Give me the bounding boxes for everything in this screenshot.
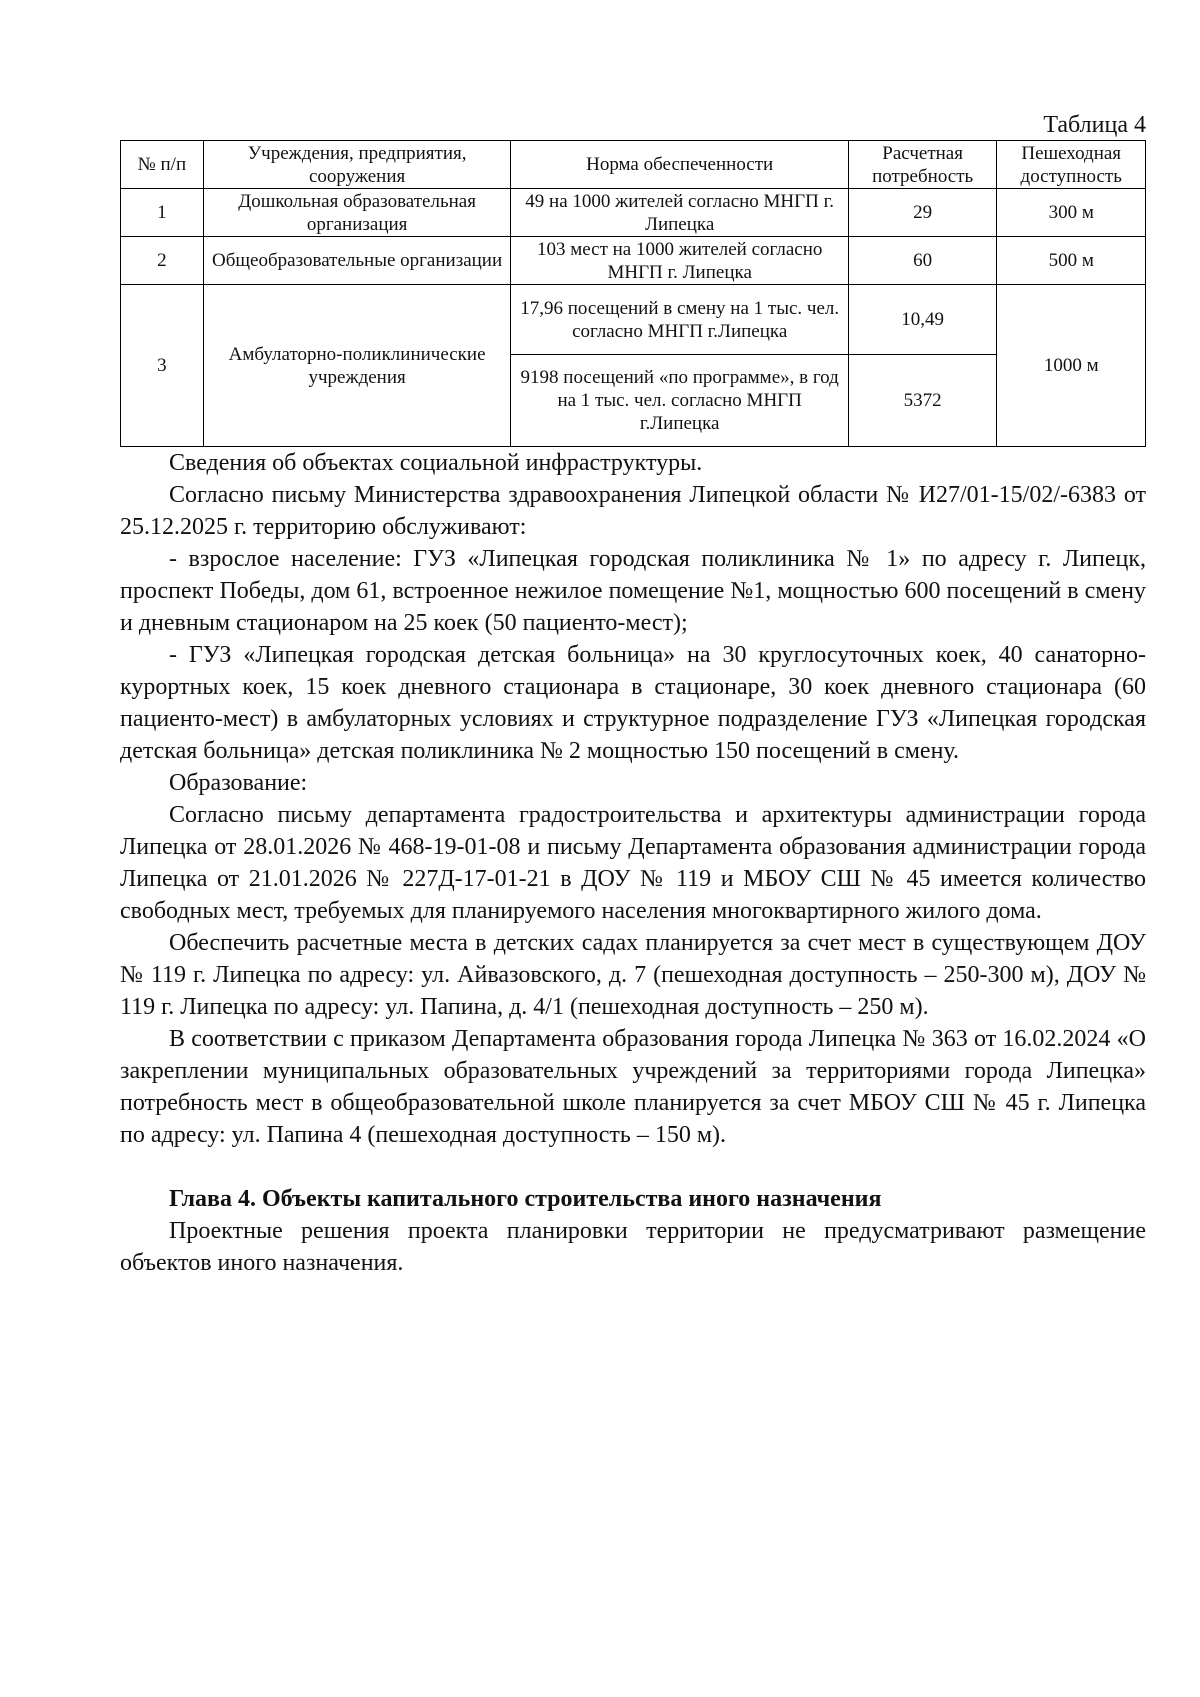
norms-table [120,140,1146,447]
row-need: 10,49 [848,285,997,355]
table-caption: Таблица 4 [1043,112,1146,138]
paragraph-education-heading: Образование: [169,770,308,796]
row-access: 1000 м [997,285,1146,447]
row-facility: Амбулаторно-поликлинические учреждения [203,285,511,447]
row-need: 29 [848,189,997,237]
header-facility: Учреждения, предприятия, сооружения [203,141,511,189]
body-text [120,447,1146,1279]
row-norm: 103 мест на 1000 жителей согласно МНГП г. Липецка [511,237,848,285]
row-access: 300 м [997,189,1146,237]
row-facility: Дошкольная образовательная организация [203,189,511,237]
chapter-title: Глава 4. Объекты капитального строительства иного назначения [169,1186,882,1212]
paragraph-kindergarten-places: Обеспечить расчетные места в детских садах планируется за счет мест в существующем ДОУ № 119 г. Липецка по адресу: ул. Айвазовского, д. 7 (пешеходная доступность – 250-300 м), ДОУ № 119 г. Липецка по адресу: ул. Папина, д. 4/1 (пешеходная доступность – 250 м). [120,930,1146,1020]
row-number: 1 [121,189,204,237]
table-row [121,189,1146,237]
header-access: Пешеходная доступность [997,141,1146,189]
row-norm-secondary: 9198 посещений «по программе», в год на 1 тыс. чел. согласно МНГП г.Липецка [511,355,848,447]
table-row [121,237,1146,285]
paragraph-health-ministry-letter: Согласно письму Министерства здравоохранения Липецкой области № И27/01-15/02/-6383 от 25.12.2025 г. территорию обслуживают: [120,482,1146,540]
row-need: 60 [848,237,997,285]
row-need-secondary: 5372 [848,355,997,447]
paragraph-education-letters: Согласно письму департамента градостроительства и архитектуры администрации города Липецка от 28.01.2026 № 468-19-01-08 и письму Департамента образования администрации города Липецка от 21.01.2026 № 227Д-17-01-21 в ДОУ № 119 и МБОУ СШ № 45 имеется количество свободных мест, требуемых для планируемого населения многоквартирного жилого дома. [120,802,1146,924]
header-need: Расчетная потребность [848,141,997,189]
paragraph-adult-clinic: - взрослое население: ГУЗ «Липецкая городская поликлиника № 1» по адресу г. Липецк, проспект Победы, дом 61, встроенное нежилое помещение №1, мощностью 600 посещений в смену и дневным стационаром на 25 коек (50 пациенто-мест); [120,546,1146,636]
paragraph-social-infrastructure: Сведения об объектах социальной инфраструктуры. [169,450,703,476]
header-norm: Норма обеспеченности [511,141,848,189]
document-page [120,112,1146,1279]
row-access: 500 м [997,237,1146,285]
chapter-text: Проектные решения проекта планировки территории не предусматривают размещение объектов иного назначения. [120,1218,1146,1276]
row-norm: 17,96 посещений в смену на 1 тыс. чел. согласно МНГП г.Липецка [511,285,848,355]
row-number: 2 [121,237,204,285]
row-norm: 49 на 1000 жителей согласно МНГП г. Липецка [511,189,848,237]
header-number: № п/п [121,141,204,189]
row-number: 3 [121,285,204,447]
row-facility: Общеобразовательные организации [203,237,511,285]
table-row [121,285,1146,355]
table-header-row [121,141,1146,189]
paragraph-children-hospital: - ГУЗ «Липецкая городская детская больница» на 30 круглосуточных коек, 40 санаторно-курортных коек, 15 коек дневного стационара в стационаре, 30 коек дневного стационара (60 пациенто-мест) в амбулаторных условиях и структурное подразделение ГУЗ «Липецкая городская детская больница» детская поликлиника № 2 мощностью 150 посещений в смену. [120,642,1146,764]
paragraph-school-order: В соответствии с приказом Департамента образования города Липецка № 363 от 16.02.2024 «О закреплении муниципальных образовательных учреждений за территориями города Липецка» потребность мест в общеобразовательной школе планируется за счет МБОУ СШ № 45 г. Липецка по адресу: ул. Папина 4 (пешеходная доступность – 150 м). [120,1026,1146,1148]
